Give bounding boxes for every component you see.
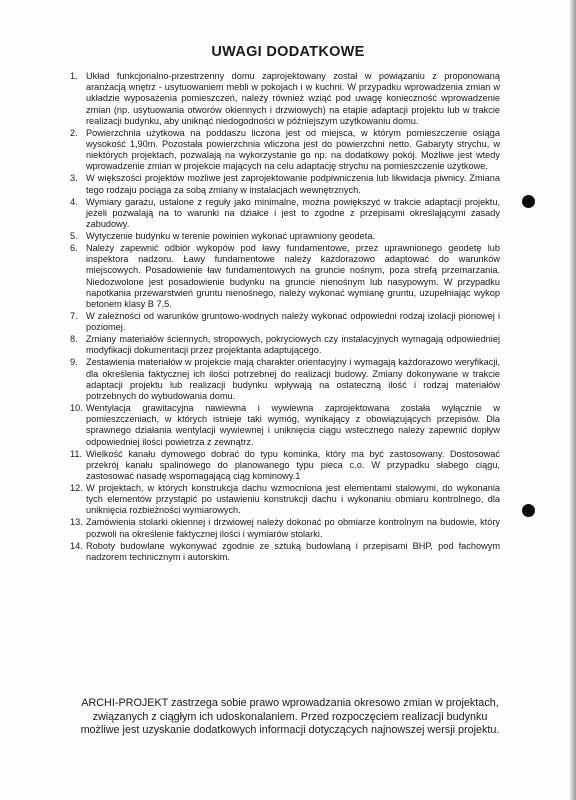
item-number: 4. (70, 196, 78, 207)
item-number: 9. (70, 357, 78, 368)
list-item (70, 517, 500, 539)
list-item (70, 71, 500, 127)
list-item (70, 541, 500, 563)
item-text: Wentylacja grawitacyjna nawiewna i wywiewna zaprojektowana została wyłącznie w pomieszczeniach, w których istnieje taki wymóg, wynikający z obowiązujących przepisów. Dla sprawnego działania wentylacji wywiewnej i uniknięcia ciągu wstecznego należy zapewnić dopływ odpowiedniej ilości powietrza z zewnątrz. (86, 403, 500, 447)
item-number: 2. (70, 127, 78, 138)
item-text: W większości projektów możliwe jest zaprojektowanie podpiwniczenia lub likwidacja piwnicy. Zmiana tego rodzaju pociąga za sobą zmiany w instalacjach wewnętrznych. (86, 173, 500, 195)
page-title: UWAGI DODATKOWE (211, 44, 365, 60)
list-item (70, 311, 500, 333)
list-item (70, 483, 500, 517)
item-number: 5. (70, 231, 78, 242)
list-item (70, 449, 500, 483)
item-number: 8. (70, 334, 78, 345)
closing-note: ARCHI-PROJEKT zastrzega sobie prawo wprowadzania okresowo zmian w projektach, związanych z ciągłym ich udoskonalaniem. Przed rozpoczęciem realizacji budynku możliwe jest uzyskanie dodatkowych informacji dotyczących najnowszej wersji projektu. (80, 697, 500, 737)
item-number: 13. (70, 517, 83, 528)
list-item (70, 403, 500, 448)
list-item (70, 128, 500, 173)
item-number: 7. (70, 311, 78, 322)
list-item (70, 334, 500, 356)
item-number: 11. (70, 448, 83, 459)
list-item (70, 173, 500, 195)
item-number: 6. (70, 243, 78, 254)
list-item (70, 231, 500, 242)
item-number: 3. (70, 173, 78, 184)
item-text: Roboty budowlane wykonywać zgodnie ze sztuką budowlaną i przepisami BHP, pod fachowym nadzorem technicznym i autorskim. (86, 540, 500, 562)
item-text: Powierzchnia użytkowa na poddaszu liczona jest od miejsca, w którym pomieszczenie osiąga wysokość 1,90m. Pozostała powierzchnia wliczona jest do powierzchni netto. Gabaryty strychu, w niektórych projektach, pozwalają na wykorzystanie go np. na dodatkowy pokój. Możliwe jest wtedy wprowadzenie zmian w projekcie mających na celu adaptację strychu na pomieszczenie użytkowe. (86, 127, 500, 172)
item-text: Należy zapewnić odbiór wykopów pod ławy fundamentowe, przez uprawnionego geodetę lub inspektora nadzoru. Ławy fundamentowe należy każdorazowo adaptować do warunków miejscowych. Posadowienie ław fundamentowych na gruncie nośnym, poza strefą przemarzania. Niedozwolone jest posadowienie budynku na gruncie nienośnym lub nasypowym. W przypadku napotkania przewarstwień gruntu nienośnego, należy wykonać wymianę gruntu, uzupełniając wykop betonem klasy B 7,5. (86, 243, 500, 310)
item-text: Wymiary garażu, ustalone z reguły jako minimalne, można powiększyć w trakcie adaptacji projektu, jeżeli pozwalają na to warunki na działce i jest to zgodne z przepisami określającymi zasady zabudowy. (86, 196, 500, 230)
list-item (70, 197, 500, 231)
list-item (70, 243, 500, 310)
item-text: Wielkość kanału dymowego dobrać do typu kominka, który ma być zastosowany. Dostosować przekrój kanału spalinowego do planowanego typu pieca c.o. W przypadku słabego ciągu, zastosować nasadę wspomagającą ciąg kominowy.1 (86, 448, 500, 482)
item-text: Zmiany materiałów ściennych, stropowych, pokryciowych czy instalacyjnych wymagają odpowiedniej modyfikacji dokumentacji przez projektanta adaptującego. (86, 334, 500, 356)
item-number: 14. (70, 540, 83, 551)
item-text: Zamówienia stolarki okiennej i drzwiowej należy dokonać po obmiarze kontrolnym na budowie, który pozwoli na określenie faktycznej ilości i wymiarów stolarki. (86, 517, 500, 539)
item-text: W projektach, w których konstrukcja dachu wzmocniona jest elementami stalowymi, do wykonania tych elementów przystąpić po ustawieniu konstrukcji dachu i wykonaniu obmiaru kontrolnego, dla uniknięcia rozbieżności wymiarowych. (86, 483, 500, 516)
item-text: W zależności od warunków gruntowo-wodnych należy wykonać odpowiedni rodzaj izolacji pionowej i poziomej. (86, 311, 500, 333)
item-text: Wytyczenie budynku w terenie powinien wykonać uprawniony geodeta. (86, 231, 375, 242)
page-edge-shadow (570, 0, 576, 800)
item-text: Zestawienia materiałów w projekcie mają charakter orientacyjny i wymagają każdorazowo weryfikacji, dla określenia faktycznej ich ilości potrzebnej do realizacji budowy. Zmiany dokonywane w trakcie adaptacji projektu lub realizacji budynku wpływają na ostateczną ilość i rodzaj materiałów potrzebnych do wybudowania domu. (86, 357, 500, 402)
item-number: 12. (70, 483, 83, 494)
list-item (70, 357, 500, 402)
punch-hole-bottom (522, 504, 535, 517)
remarks-list (70, 71, 500, 564)
punch-hole-top (522, 195, 535, 208)
item-text: Układ funkcjonalno-przestrzenny domu zaprojektowany został w powiązaniu z proponowaną aranżacją wnętrz - usytuowaniem mebli w pokojach i w kuchni. W przypadku wprowadzenia zmian w układzie wyposażenia pomieszczeń, należy również wziąć pod uwagę konieczność wprowadzenie zmian (np. usytuowania otworów okiennych i drzwiowych) na etapie adaptacji projektu lub w trakcie realizacji budynku, aby uniknąć niedogodności w późniejszym użytkowaniu domu. (86, 71, 500, 126)
item-number: 10. (70, 403, 83, 414)
item-number: 1. (70, 71, 78, 81)
